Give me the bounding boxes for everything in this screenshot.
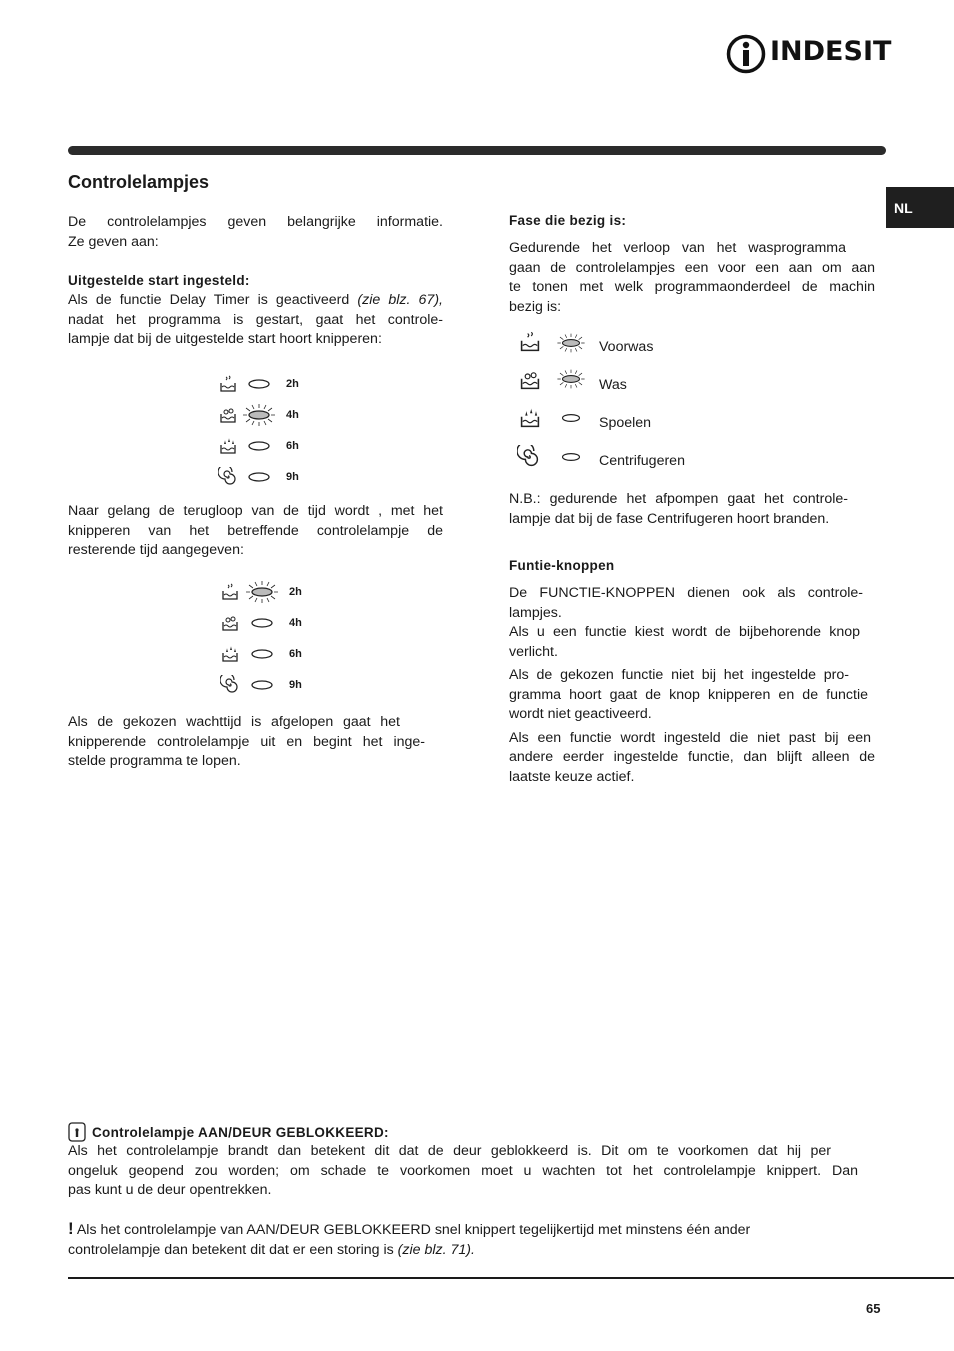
rinse-icon — [517, 406, 543, 430]
intro-line: Ze geven aan: — [68, 233, 159, 250]
delay-line: nadat het programma is gestart, gaat het controle- — [68, 311, 443, 328]
spin-icon — [218, 467, 238, 487]
wash-icon — [517, 368, 543, 392]
warning-text-a: Als het controlelampje van AAN/DEUR GEBLOKKEERD snel knippert tegelijkertijd met minstens één ander — [73, 1222, 751, 1238]
warning-line — [68, 1219, 858, 1241]
phase-label: Spoelen — [599, 415, 652, 431]
hour-label: 6h — [286, 440, 299, 452]
func-line: verlicht. — [509, 643, 558, 660]
door-line: ongeluk geopend zou worden; om schade te voorkomen moet u wachten tot het controlelampje knippert. Dan — [68, 1162, 858, 1179]
delay-line — [68, 291, 443, 311]
countdown-text — [68, 502, 443, 561]
prewash-icon — [220, 582, 240, 602]
wash-icon — [218, 405, 238, 425]
spin-icon — [220, 675, 240, 695]
lock-icon — [68, 1122, 86, 1142]
elapsed-line: stelde programma te lopen. — [68, 753, 241, 769]
func-line: Als de gekozen functie niet bij het ingestelde pro- — [509, 667, 849, 683]
language-tab — [886, 187, 954, 228]
warning-ref: (zie blz. 71). — [397, 1241, 475, 1258]
note-line: lampje dat bij de fase Centrifugeren hoort branden. — [509, 510, 830, 527]
door-heading: Controlelampje AAN/DEUR GEBLOKKEERD: — [92, 1125, 389, 1140]
countdown-line: Naar gelang de terugloop van de tijd wordt , met het — [68, 503, 443, 519]
functions-text — [509, 584, 875, 787]
lamp-off-icon — [246, 467, 272, 487]
footer-rule — [68, 1277, 954, 1279]
door-line: Als het controlelampje brandt dan betekent dit dat de deur geblokkeerd is. Dit om te voorkomen dat hij per — [68, 1143, 831, 1159]
countdown-line: resterende tijd aangegeven: — [68, 542, 244, 558]
spin-icon — [517, 445, 541, 469]
indesit-logo-icon — [726, 34, 768, 74]
lamp-off-icon — [249, 613, 275, 633]
door-text — [68, 1142, 858, 1201]
phase-note — [509, 490, 875, 529]
hour-label: 4h — [289, 617, 302, 629]
lamp-off-icon — [246, 374, 272, 394]
func-line: andere eerder ingestelde functie, dan blijft alleen de — [509, 749, 875, 765]
phase-line: gaan de controlelampjes een voor een aan om aan — [509, 259, 875, 276]
functions-heading: Funtie-knoppen — [509, 558, 615, 573]
wash-icon — [220, 613, 240, 633]
warning-icon: ! — [68, 1219, 74, 1238]
func-line: wordt niet geactiveerd. — [509, 706, 652, 722]
delay-ref: (zie blz. 67), — [357, 292, 443, 308]
brand-name: INDESIT — [770, 36, 892, 67]
func-line: De FUNCTIE-KNOPPEN dienen ook als controle- — [509, 585, 863, 601]
lamp-off-icon — [560, 448, 582, 466]
func-line: Als een functie wordt ingesteld die niet past bij een — [509, 729, 871, 746]
elapsed-text — [68, 713, 443, 772]
warning-line — [68, 1241, 858, 1261]
hour-label: 6h — [289, 648, 302, 660]
phase-line: te tonen met welk programmaonderdeel de machin — [509, 279, 875, 295]
lamp-blinking-icon — [554, 368, 588, 390]
hour-label: 9h — [286, 471, 299, 483]
delay-text — [68, 291, 443, 350]
indesit-logo — [726, 34, 892, 74]
phase-label: Was — [599, 377, 627, 393]
countdown-line: knipperen van het betreffende controlelampje de — [68, 522, 443, 539]
lamp-blinking-icon — [242, 580, 282, 604]
elapsed-line: Als de gekozen wachttijd is afgelopen gaat het — [68, 714, 400, 730]
page-title: Controlelampjes — [68, 172, 210, 192]
hour-label: 4h — [286, 409, 299, 421]
lamp-off-icon — [246, 436, 272, 456]
phase-label: Centrifugeren — [599, 453, 685, 469]
delay-heading: Uitgestelde start ingesteld: — [68, 273, 250, 288]
prewash-icon — [218, 374, 238, 394]
phase-text — [509, 239, 875, 317]
language-label: NL — [894, 199, 913, 216]
hour-label: 9h — [289, 679, 302, 691]
delay-line: lampje dat bij de uitgestelde start hoort knipperen: — [68, 331, 382, 347]
delay-lamps-diagram — [218, 370, 318, 490]
door-line: pas kunt u de deur opentrekken. — [68, 1182, 272, 1198]
func-line: Als u een functie kiest wordt de bijbehorende knop — [509, 624, 860, 640]
note-line: N.B.: gedurende het afpompen gaat het controle- — [509, 491, 848, 507]
phase-line: bezig is: — [509, 298, 562, 315]
phase-heading: Fase die bezig is: — [509, 213, 627, 228]
intro-text — [68, 213, 443, 252]
lamp-off-icon — [249, 644, 275, 664]
door-warning — [68, 1219, 858, 1260]
header-bar — [68, 146, 886, 155]
hour-label: 2h — [286, 378, 299, 390]
lamp-blinking-icon — [239, 403, 279, 427]
lamp-off-icon — [249, 675, 275, 695]
page-number: 65 — [866, 1301, 881, 1316]
rinse-icon — [218, 436, 238, 456]
hour-label: 2h — [289, 586, 302, 598]
func-line: laatste keuze actief. — [509, 768, 635, 785]
countdown-lamps-diagram — [220, 578, 320, 698]
elapsed-line: knipperende controlelampje uit en begint het inge- — [68, 733, 425, 750]
prewash-icon — [517, 330, 543, 354]
phase-lamps-list — [517, 328, 717, 478]
warning-text-b: controlelampje dan betekent dit dat er een storing is — [68, 1241, 398, 1258]
rinse-icon — [220, 644, 240, 664]
lamp-blinking-icon — [554, 332, 588, 354]
func-line: gramma hoort gaat de knop knipperen en de functie — [509, 686, 868, 703]
func-line: lampjes. — [509, 604, 562, 621]
delay-text-a: Als de functie Delay Timer is geactiveerd — [68, 292, 358, 308]
phase-line: Gedurende het verloop van het wasprogramma — [509, 240, 846, 256]
lamp-off-icon — [560, 409, 582, 427]
phase-label: Voorwas — [599, 339, 654, 355]
intro-line: De controlelampjes geven belangrijke informatie. — [68, 214, 443, 230]
